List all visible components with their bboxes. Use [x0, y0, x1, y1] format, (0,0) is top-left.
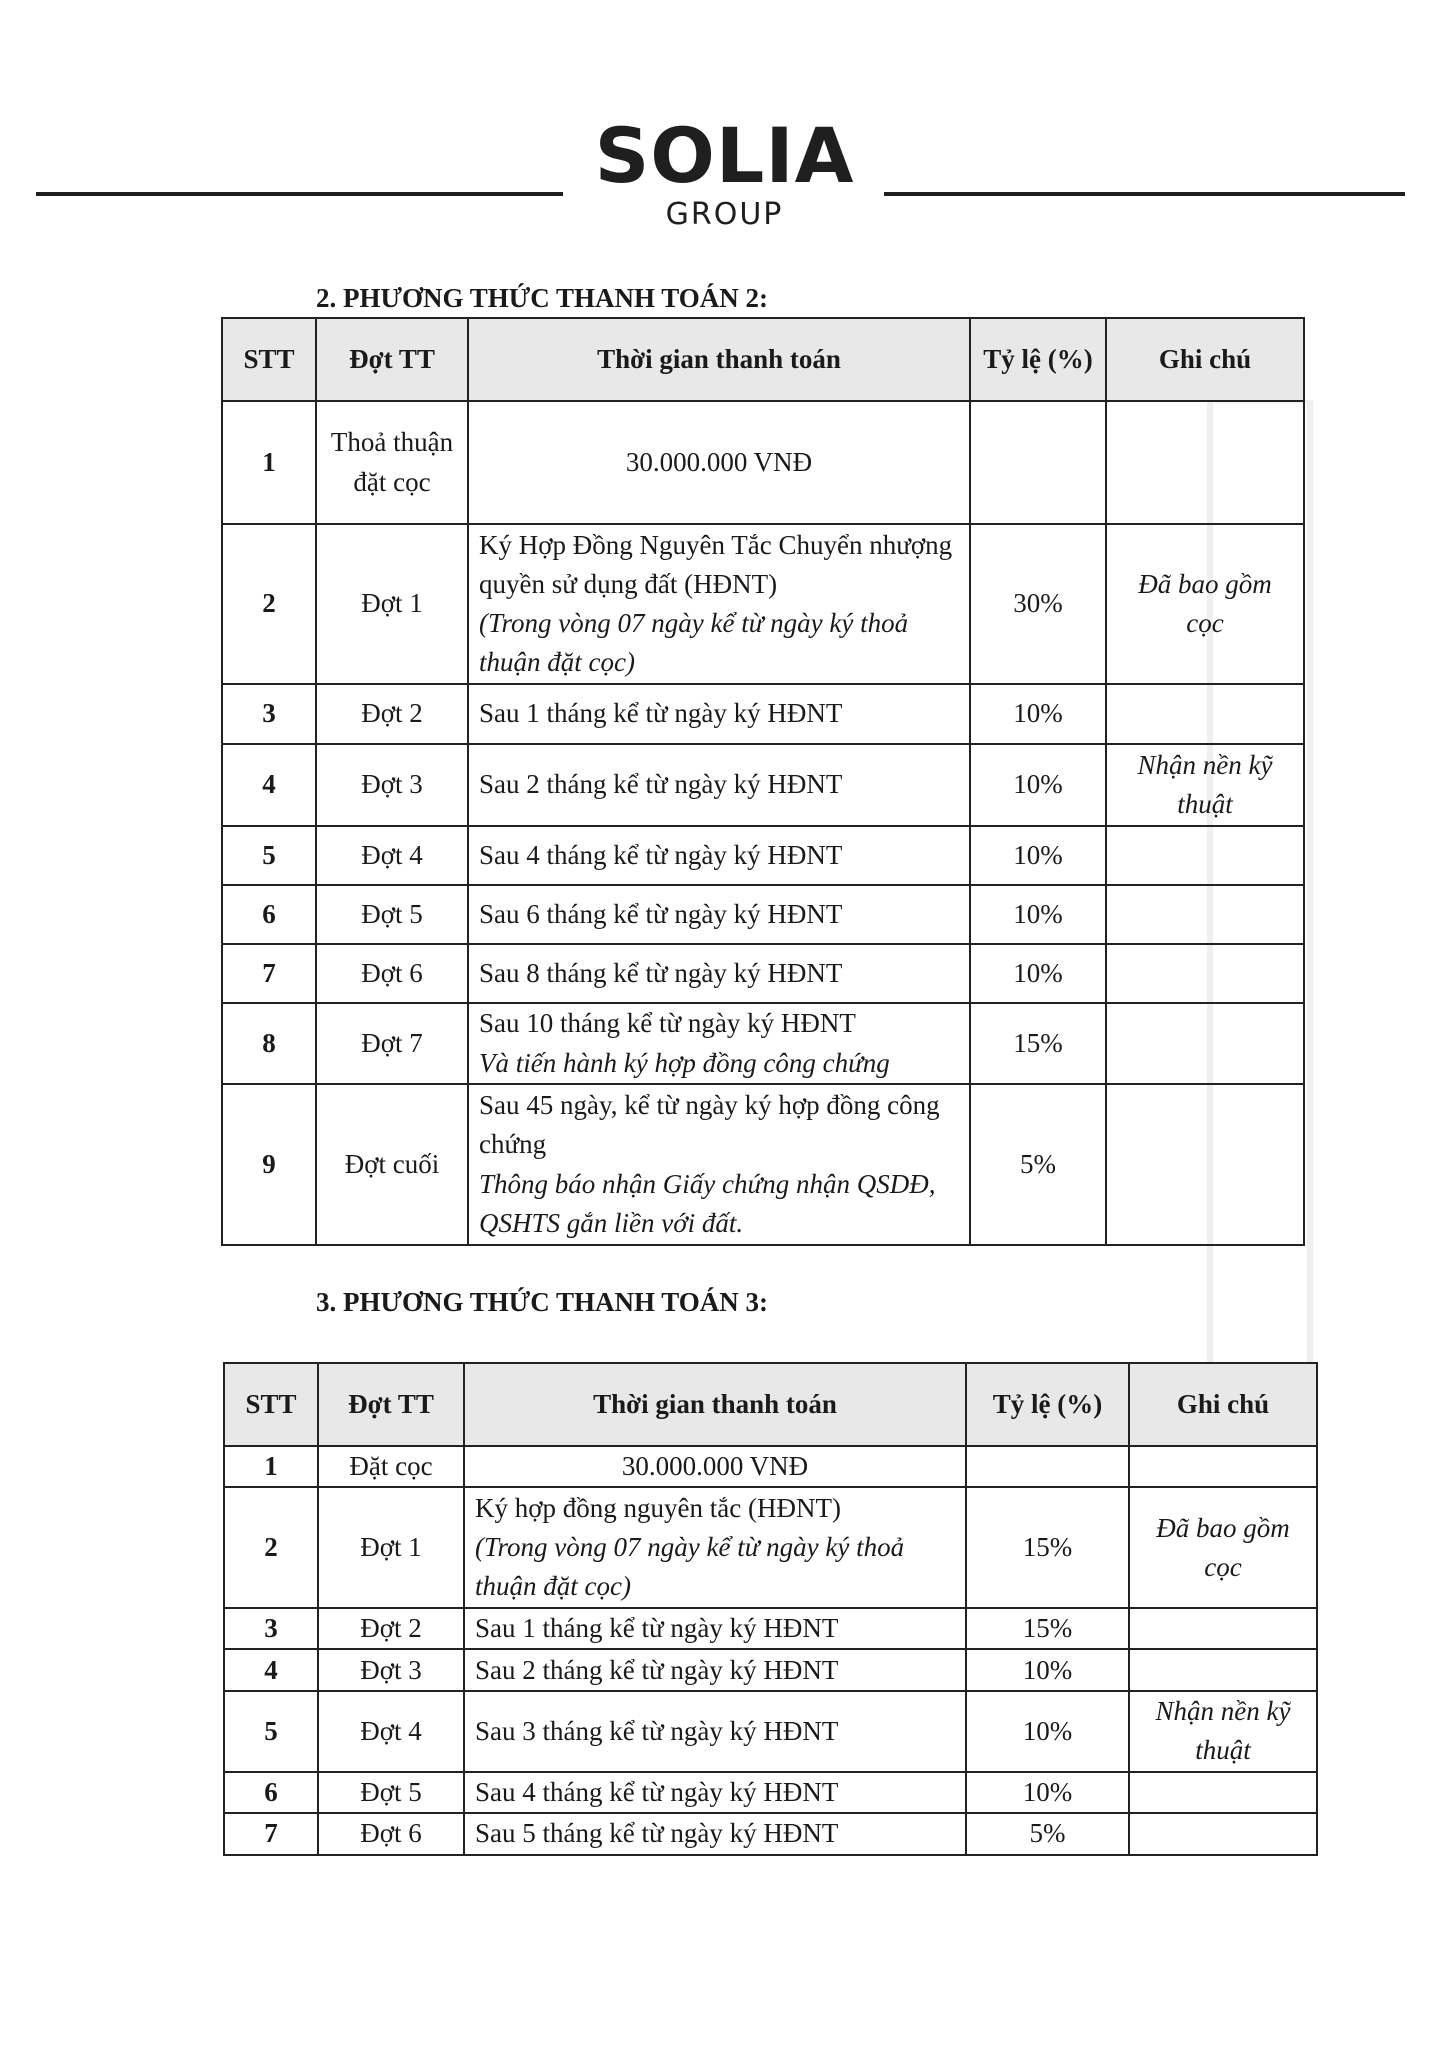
header-dot: Đợt TT	[316, 318, 468, 401]
time-text: Sau 10 tháng kể từ ngày ký HĐNT	[479, 1008, 856, 1039]
cell-time	[464, 1649, 966, 1691]
cell-time	[464, 1446, 966, 1487]
time-text: Sau 45 ngày, kể từ ngày ký hợp đồng công chứng	[479, 1090, 940, 1160]
cell-stt: 7	[224, 1813, 318, 1855]
time-note: (Trong vòng 07 ngày kể từ ngày ký thoả thuận đặt cọc)	[475, 1532, 905, 1602]
cell-note	[1129, 1772, 1317, 1813]
header-rule-right	[884, 192, 1405, 196]
time-note: (Trong vòng 07 ngày kể từ ngày ký thoả thuận đặt cọc)	[479, 608, 909, 678]
cell-dot: Đợt 5	[318, 1772, 464, 1813]
cell-rate: 15%	[966, 1608, 1129, 1649]
section-3-title: 3. PHƯƠNG THỨC THANH TOÁN 3:	[316, 1287, 769, 1317]
cell-note: Nhận nền kỹ thuật	[1106, 744, 1304, 826]
cell-dot: Đợt 2	[316, 684, 468, 744]
logo-group: GROUP	[665, 197, 784, 232]
cell-time	[464, 1691, 966, 1771]
cell-note	[1106, 684, 1304, 744]
cell-rate: 10%	[966, 1649, 1129, 1691]
cell-stt: 3	[222, 684, 316, 744]
cell-note	[1129, 1608, 1317, 1649]
time-note: Và tiến hành ký hợp đồng công chứng	[479, 1047, 890, 1078]
cell-stt: 2	[222, 524, 316, 684]
table-row	[222, 684, 1304, 744]
time-text: Sau 4 tháng kể từ ngày ký HĐNT	[475, 1776, 839, 1807]
cell-note	[1129, 1649, 1317, 1691]
cell-rate: 15%	[970, 1003, 1106, 1084]
cell-rate: 5%	[966, 1813, 1129, 1855]
header-stt: STT	[222, 318, 316, 401]
cell-dot: Đợt 3	[318, 1649, 464, 1691]
time-text: Ký Hợp Đồng Nguyên Tắc Chuyển nhượng quyền sử dụng đất (HĐNT)	[479, 529, 953, 599]
cell-dot: Đợt 4	[316, 826, 468, 885]
cell-time	[468, 826, 970, 885]
cell-dot: Đợt 1	[316, 524, 468, 684]
header-time: Thời gian thanh toán	[464, 1363, 966, 1446]
time-text: Sau 2 tháng kể từ ngày ký HĐNT	[479, 769, 843, 800]
table-row	[224, 1487, 1317, 1608]
cell-time	[464, 1487, 966, 1608]
cell-rate: 5%	[970, 1084, 1106, 1245]
table-row	[222, 401, 1304, 524]
cell-stt: 7	[222, 944, 316, 1003]
cell-time	[464, 1813, 966, 1855]
cell-rate: 10%	[970, 885, 1106, 944]
table-row	[222, 744, 1304, 826]
cell-dot: Đợt 6	[318, 1813, 464, 1855]
table-row	[224, 1772, 1317, 1813]
cell-rate: 10%	[970, 744, 1106, 826]
cell-note: Đã bao gồm cọc	[1129, 1487, 1317, 1608]
cell-rate: 10%	[970, 944, 1106, 1003]
cell-note	[1106, 944, 1304, 1003]
cell-note	[1106, 826, 1304, 885]
cell-note	[1129, 1813, 1317, 1855]
cell-rate: 10%	[966, 1772, 1129, 1813]
time-text: Sau 4 tháng kể từ ngày ký HĐNT	[479, 839, 843, 870]
cell-note	[1106, 885, 1304, 944]
cell-time	[468, 1003, 970, 1084]
header-note: Ghi chú	[1106, 318, 1304, 401]
cell-stt: 4	[224, 1649, 318, 1691]
cell-stt: 1	[224, 1446, 318, 1487]
cell-time	[464, 1608, 966, 1649]
cell-dot: Đợt 3	[316, 744, 468, 826]
time-text: Sau 6 tháng kể từ ngày ký HĐNT	[479, 898, 843, 929]
table-row	[224, 1608, 1317, 1649]
cell-stt: 8	[222, 1003, 316, 1084]
cell-rate: 15%	[966, 1487, 1129, 1608]
table-row	[224, 1649, 1317, 1691]
section-2-title: 2. PHƯƠNG THỨC THANH TOÁN 2:	[316, 283, 769, 313]
table-row	[222, 826, 1304, 885]
cell-stt: 2	[224, 1487, 318, 1608]
cell-dot: Đợt 7	[316, 1003, 468, 1084]
table-row	[222, 524, 1304, 684]
table-row	[222, 1003, 1304, 1084]
cell-dot: Đợt 5	[316, 885, 468, 944]
table-3-header-row	[224, 1363, 1317, 1446]
cell-rate	[966, 1446, 1129, 1487]
header-stt: STT	[224, 1363, 318, 1446]
time-text: Sau 1 tháng kể từ ngày ký HĐNT	[475, 1613, 839, 1644]
cell-time	[468, 524, 970, 684]
cell-stt: 6	[224, 1772, 318, 1813]
cell-note: Đã bao gồm cọc	[1106, 524, 1304, 684]
cell-time	[468, 944, 970, 1003]
cell-note	[1106, 1003, 1304, 1084]
time-text: Sau 1 tháng kể từ ngày ký HĐNT	[479, 698, 843, 729]
table-row	[224, 1446, 1317, 1487]
cell-stt: 6	[222, 885, 316, 944]
payment-table-2	[221, 317, 1305, 1246]
time-note: Thông báo nhận Giấy chứng nhận QSDĐ, QSHTS gắn liền với đất.	[479, 1168, 936, 1238]
time-text: Ký hợp đồng nguyên tắc (HĐNT)	[475, 1492, 841, 1523]
time-text: 30.000.000 VNĐ	[625, 446, 813, 477]
cell-dot: Thoả thuận đặt cọc	[316, 401, 468, 524]
table-2-header-row	[222, 318, 1304, 401]
cell-note	[1106, 401, 1304, 524]
cell-time	[468, 401, 970, 524]
table-row	[222, 944, 1304, 1003]
cell-dot: Đợt 6	[316, 944, 468, 1003]
table-row	[224, 1691, 1317, 1771]
cell-stt: 5	[224, 1691, 318, 1771]
header-rate: Tỷ lệ (%)	[966, 1363, 1129, 1446]
header-note: Ghi chú	[1129, 1363, 1317, 1446]
time-text: Sau 8 tháng kể từ ngày ký HĐNT	[479, 957, 843, 988]
cell-dot: Đợt 2	[318, 1608, 464, 1649]
time-text: 30.000.000 VNĐ	[621, 1451, 809, 1481]
cell-time	[468, 1084, 970, 1245]
header-time: Thời gian thanh toán	[468, 318, 970, 401]
cell-dot: Đợt 4	[318, 1691, 464, 1771]
cell-note	[1129, 1446, 1317, 1487]
cell-note	[1106, 1084, 1304, 1245]
time-text: Sau 5 tháng kể từ ngày ký HĐNT	[475, 1818, 839, 1849]
table-row	[224, 1813, 1317, 1855]
cell-stt: 5	[222, 826, 316, 885]
cell-rate	[970, 401, 1106, 524]
cell-stt: 1	[222, 401, 316, 524]
cell-time	[468, 885, 970, 944]
payment-table-3	[223, 1362, 1318, 1856]
cell-time	[468, 744, 970, 826]
cell-time	[464, 1772, 966, 1813]
cell-note: Nhận nền kỹ thuật	[1129, 1691, 1317, 1771]
cell-stt: 3	[224, 1608, 318, 1649]
header-dot: Đợt TT	[318, 1363, 464, 1446]
cell-rate: 10%	[970, 826, 1106, 885]
table-row	[222, 1084, 1304, 1245]
cell-dot: Đợt cuối	[316, 1084, 468, 1245]
cell-dot: Đặt cọc	[318, 1446, 464, 1487]
time-text: Sau 2 tháng kể từ ngày ký HĐNT	[475, 1654, 839, 1685]
cell-rate: 30%	[970, 524, 1106, 684]
table-row	[222, 885, 1304, 944]
time-text: Sau 3 tháng kể từ ngày ký HĐNT	[475, 1715, 839, 1746]
cell-time	[468, 684, 970, 744]
cell-stt: 4	[222, 744, 316, 826]
cell-rate: 10%	[970, 684, 1106, 744]
cell-stt: 9	[222, 1084, 316, 1245]
header-rate: Tỷ lệ (%)	[970, 318, 1106, 401]
logo-solia: SOLIA	[594, 111, 855, 200]
cell-dot: Đợt 1	[318, 1487, 464, 1608]
cell-rate: 10%	[966, 1691, 1129, 1771]
